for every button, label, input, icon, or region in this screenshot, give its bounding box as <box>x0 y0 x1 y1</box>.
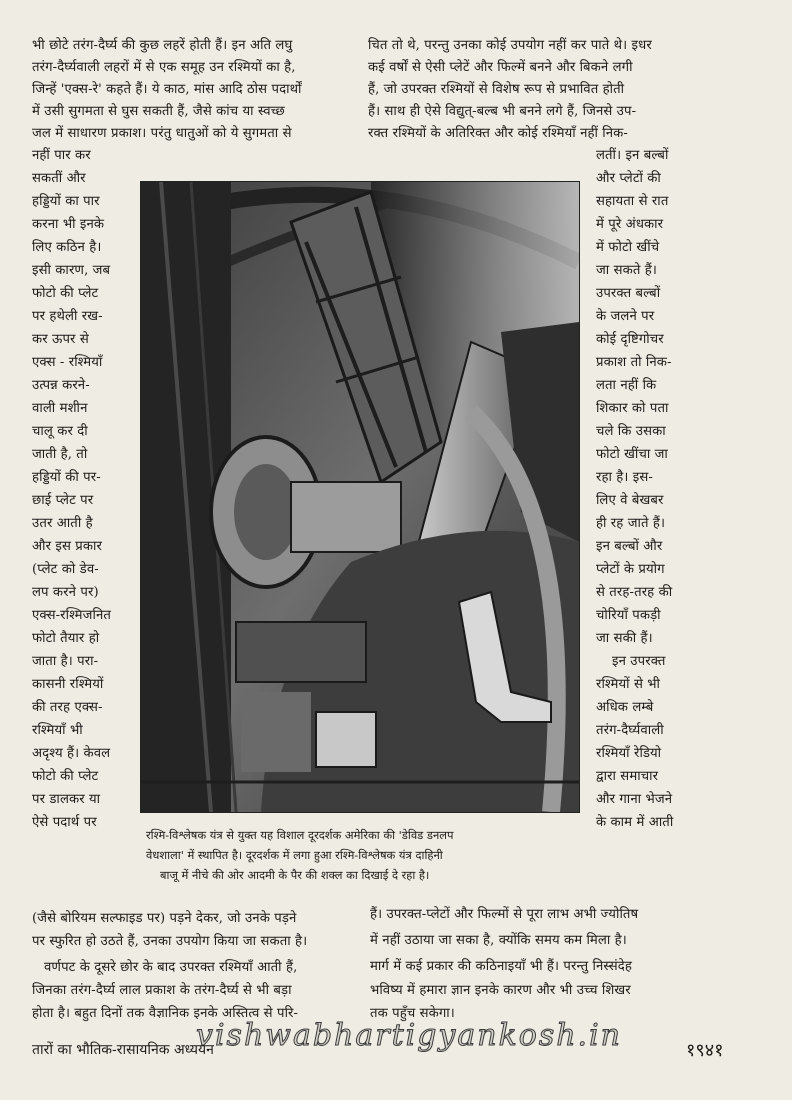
text-line: और प्लेटों की <box>596 171 661 186</box>
text-line: (जैसे बोरियम सल्फाइड पर) पड़ने देकर, जो उनके पड़ने <box>32 911 297 926</box>
text-line: से तरह-तरह की <box>596 585 673 600</box>
text-line: रक्त रश्मियों के अतिरिक्त और कोई रश्मियाँ नहीं निक- <box>368 126 628 141</box>
text-line: भी छोटे तरंग-दैर्घ्य की कुछ लहरें होती हैं। इन अति लघु <box>32 38 293 53</box>
text-line: उत्पन्न करने- <box>32 378 90 393</box>
text-line: फोटो की प्लेट <box>32 769 99 784</box>
telescope-illustration <box>141 182 579 812</box>
text-line: लिए कठिन है। <box>32 240 102 255</box>
caption-line: वेधशाला' में स्थापित है। दूरदर्शक में लगा हुआ रश्मि-विश्लेषक यंत्र दाहिनी <box>146 848 443 862</box>
text-line: के जलने पर <box>596 309 655 324</box>
text-line: लिए वे बेखबर <box>596 493 664 508</box>
text-line: जा सकते हैं। <box>596 263 657 278</box>
text-line: लतीं। इन बल्बों <box>596 148 669 163</box>
text-line: हड्डियों का पार <box>32 194 100 209</box>
running-footer-title: तारों का भौतिक-रासायनिक अध्ययन <box>32 1042 214 1058</box>
text-line: लता नहीं कि <box>596 378 657 393</box>
text-line: हैं, जो उपरक्त रश्मियों से विशेष रूप से प्रभावित होती <box>368 82 625 97</box>
text-line: हैं। उपरक्त-प्लेटों और फिल्मों से पूरा लाभ अभी ज्योतिष <box>370 907 639 922</box>
text-line: रश्मियों से भी <box>596 677 661 692</box>
text-line: छाई प्लेट पर <box>32 493 94 508</box>
text-line: इसी कारण, जब <box>32 263 111 278</box>
text-line: जा सकी हैं। <box>596 631 653 646</box>
text-line: फोटो खींचा जा <box>596 447 668 462</box>
text-line: होता है। बहुत दिनों तक वैज्ञानिक इनके अस्तित्व से परि- <box>32 1006 299 1021</box>
text-line: नहीं पार कर <box>32 148 91 163</box>
text-line: पर हथेली रख- <box>32 309 103 324</box>
text-line: जल में साधारण प्रकाश। परंतु धातुओं को ये सुगमता से <box>32 126 292 141</box>
text-line: में पूरे अंधकार <box>596 217 664 232</box>
text-line: उपरक्त बल्बों <box>596 286 661 301</box>
text-line: इन बल्बों और <box>596 539 663 554</box>
text-line: चले कि उसका <box>596 424 666 439</box>
text-line: जिनका तरंग-दैर्घ्य लाल प्रकाश के तरंग-दैर्घ्य से भी बड़ा <box>32 983 292 998</box>
text-line: फोटो तैयार हो <box>32 631 100 646</box>
text-line: जाता है। परा- <box>32 654 99 669</box>
text-line: वर्णपट के दूसरे छोर के बाद उपरक्त रश्मियाँ आती हैं, <box>44 960 298 975</box>
text-line: मार्ग में कई प्रकार की कठिनाइयाँ भी हैं। परन्तु निस्संदेह <box>370 959 632 974</box>
text-line: रश्मियाँ रेडियो <box>596 746 662 761</box>
text-line: प्रकाश तो निक- <box>596 355 672 370</box>
caption-line: रश्मि-विश्लेषक यंत्र से युक्त यह विशाल दूरदर्शक अमेरिका की 'डेविड डनलप <box>146 828 454 842</box>
page-number: १९४१ <box>686 1040 724 1061</box>
site-watermark: vishwabhartigyankosh.in <box>196 1018 622 1053</box>
text-line: में फोटो खींचे <box>596 240 660 255</box>
text-line: पर डालकर या <box>32 792 101 807</box>
telescope-photo <box>140 181 580 813</box>
text-line: करना भी इनके <box>32 217 105 232</box>
text-line: चालू कर दी <box>32 424 88 439</box>
text-line: और इस प्रकार <box>32 539 102 554</box>
text-line: (प्लेट को डेव- <box>32 562 99 577</box>
text-line: उतर आती है <box>32 516 93 531</box>
text-line: एक्स - रश्मियाँ <box>32 355 103 370</box>
text-line: चित तो थे, परन्तु उनका कोई उपयोग नहीं कर पाते थे। इधर <box>368 38 652 53</box>
text-line: सहायता से रात <box>596 194 669 209</box>
text-line: प्लेटों के प्रयोग <box>596 562 665 577</box>
text-line: रहा है। इस- <box>596 470 653 485</box>
text-line: सकतीं और <box>32 171 86 186</box>
text-line: की तरह एक्स- <box>32 700 103 715</box>
text-line: तक पहुँच सकेगा। <box>370 1006 455 1021</box>
text-line: ऐसे पदार्थ पर <box>32 815 97 830</box>
text-line: एक्स-रश्मिजनित <box>32 608 112 623</box>
text-line: शिकार को पता <box>596 401 669 416</box>
text-line: वाली मशीन <box>32 401 88 416</box>
text-line: हैं। साथ ही ऐसे विद्युत्-बल्ब भी बनने लगे हैं, जिनसे उप- <box>368 104 637 119</box>
text-line: अदृश्य हैं। केवल <box>32 746 111 761</box>
text-line: ही रह जाते हैं। <box>596 516 666 531</box>
text-line: रश्मियाँ भी <box>32 723 83 738</box>
text-line: जिन्हें 'एक्स-रे' कहते हैं। ये काठ, मांस आदि ठोस पदार्थों <box>32 82 302 97</box>
text-line: लप करने पर) <box>32 585 99 600</box>
text-line: कर ऊपर से <box>32 332 89 347</box>
caption-line: बाजू में नीचे की ओर आदमी के पैर की शक्ल का दिखाई दे रहा है। <box>160 868 430 882</box>
text-line: हड्डियों की पर- <box>32 470 101 485</box>
text-line: कई वर्षों से ऐसी प्लेटें और फिल्में बनने और बिकने लगी <box>368 60 633 75</box>
text-line: भविष्य में हमारा ज्ञान इनके कारण और भी उच्च शिखर <box>370 983 631 998</box>
text-line: इन उपरक्त <box>612 654 666 669</box>
text-line: फोटो की प्लेट <box>32 286 99 301</box>
text-line: द्वारा समाचार <box>596 769 659 784</box>
text-line: अधिक लम्बे <box>596 700 654 715</box>
text-line: चोरियाँ पकड़ी <box>596 608 661 623</box>
text-line: में नहीं उठाया जा सका है, क्योंकि समय कम मिला है। <box>370 933 627 948</box>
text-line: कोई दृष्टिगोचर <box>596 332 664 347</box>
text-line: जाती है, तो <box>32 447 88 462</box>
text-line: कासनी रश्मियों <box>32 677 104 692</box>
text-line: में उसी सुगमता से घुस सकती हैं, जैसे कांच या स्वच्छ <box>32 104 285 119</box>
text-line: के काम में आती <box>596 815 674 830</box>
text-line: पर स्फुरित हो उठते हैं, उनका उपयोग किया जा सकता है। <box>32 934 308 949</box>
text-line: और गाना भेजने <box>596 792 673 807</box>
text-line: तरंग-दैर्घ्यवाली <box>596 723 664 738</box>
text-line: तरंग-दैर्घ्यवाली लहरों में से एक समूह उन रश्मियों का है, <box>32 60 296 75</box>
